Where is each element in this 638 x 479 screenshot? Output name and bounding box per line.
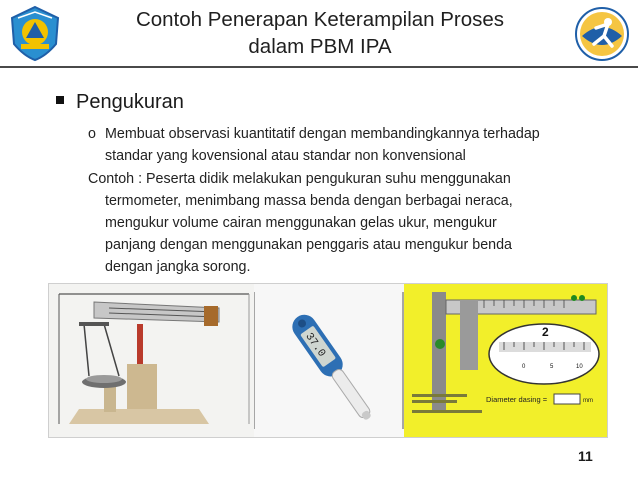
pendidikan-karakter-logo (574, 6, 630, 62)
title-divider (0, 66, 638, 68)
caliper-main-scale-label: 2 (542, 325, 549, 339)
digital-thermometer-image (254, 284, 404, 437)
square-bullet-icon (56, 96, 64, 104)
slide-title (70, 6, 570, 60)
thermometer-display-text: 37.0 (302, 331, 328, 360)
sub-bullet-line: Membuat observasi kuantitatif dengan membandingkannya terhadap (105, 126, 540, 142)
tut-wuri-handayani-logo (6, 4, 64, 62)
sub-bullet-line: standar yang kovensional atau standar non konvensional (105, 148, 466, 164)
main-bullet (56, 90, 184, 114)
example-line: Contoh : Peserta didik melakukan pengukuran suhu menggunakan (88, 171, 511, 187)
example-paragraph (88, 168, 628, 278)
caliper-vernier-number-0: 0 (522, 364, 526, 370)
diameter-unit: mm (583, 398, 593, 404)
page-number: 11 (578, 448, 593, 464)
sub-bullet (88, 123, 628, 167)
diameter-label: Diameter dasing = (486, 395, 548, 404)
example-line: mengukur volume cairan menggunakan gelas ukur, mengukur (105, 215, 497, 231)
caliper-vernier-number-10: 10 (576, 364, 583, 370)
main-bullet-text: Pengukuran (76, 91, 184, 113)
sub-bullet-text (88, 123, 628, 167)
slide-title-line-2: dalam PBM IPA (248, 35, 392, 58)
caliper-vernier-number-5: 5 (550, 364, 554, 370)
slide-title-line-1: Contoh Penerapan Keterampilan Proses (135, 8, 505, 31)
circle-bullet-marker: o (88, 126, 96, 142)
measurement-tools-image-strip (48, 283, 608, 438)
example-line: panjang dengan menggunakan penggaris atau mengukur benda (105, 237, 512, 253)
triple-beam-balance-image (49, 284, 254, 437)
example-line: dengan jangka sorong. (105, 259, 251, 275)
vernier-caliper-image (404, 284, 607, 437)
example-line: termometer, menimbang massa benda dengan berbagai neraca, (105, 193, 513, 209)
